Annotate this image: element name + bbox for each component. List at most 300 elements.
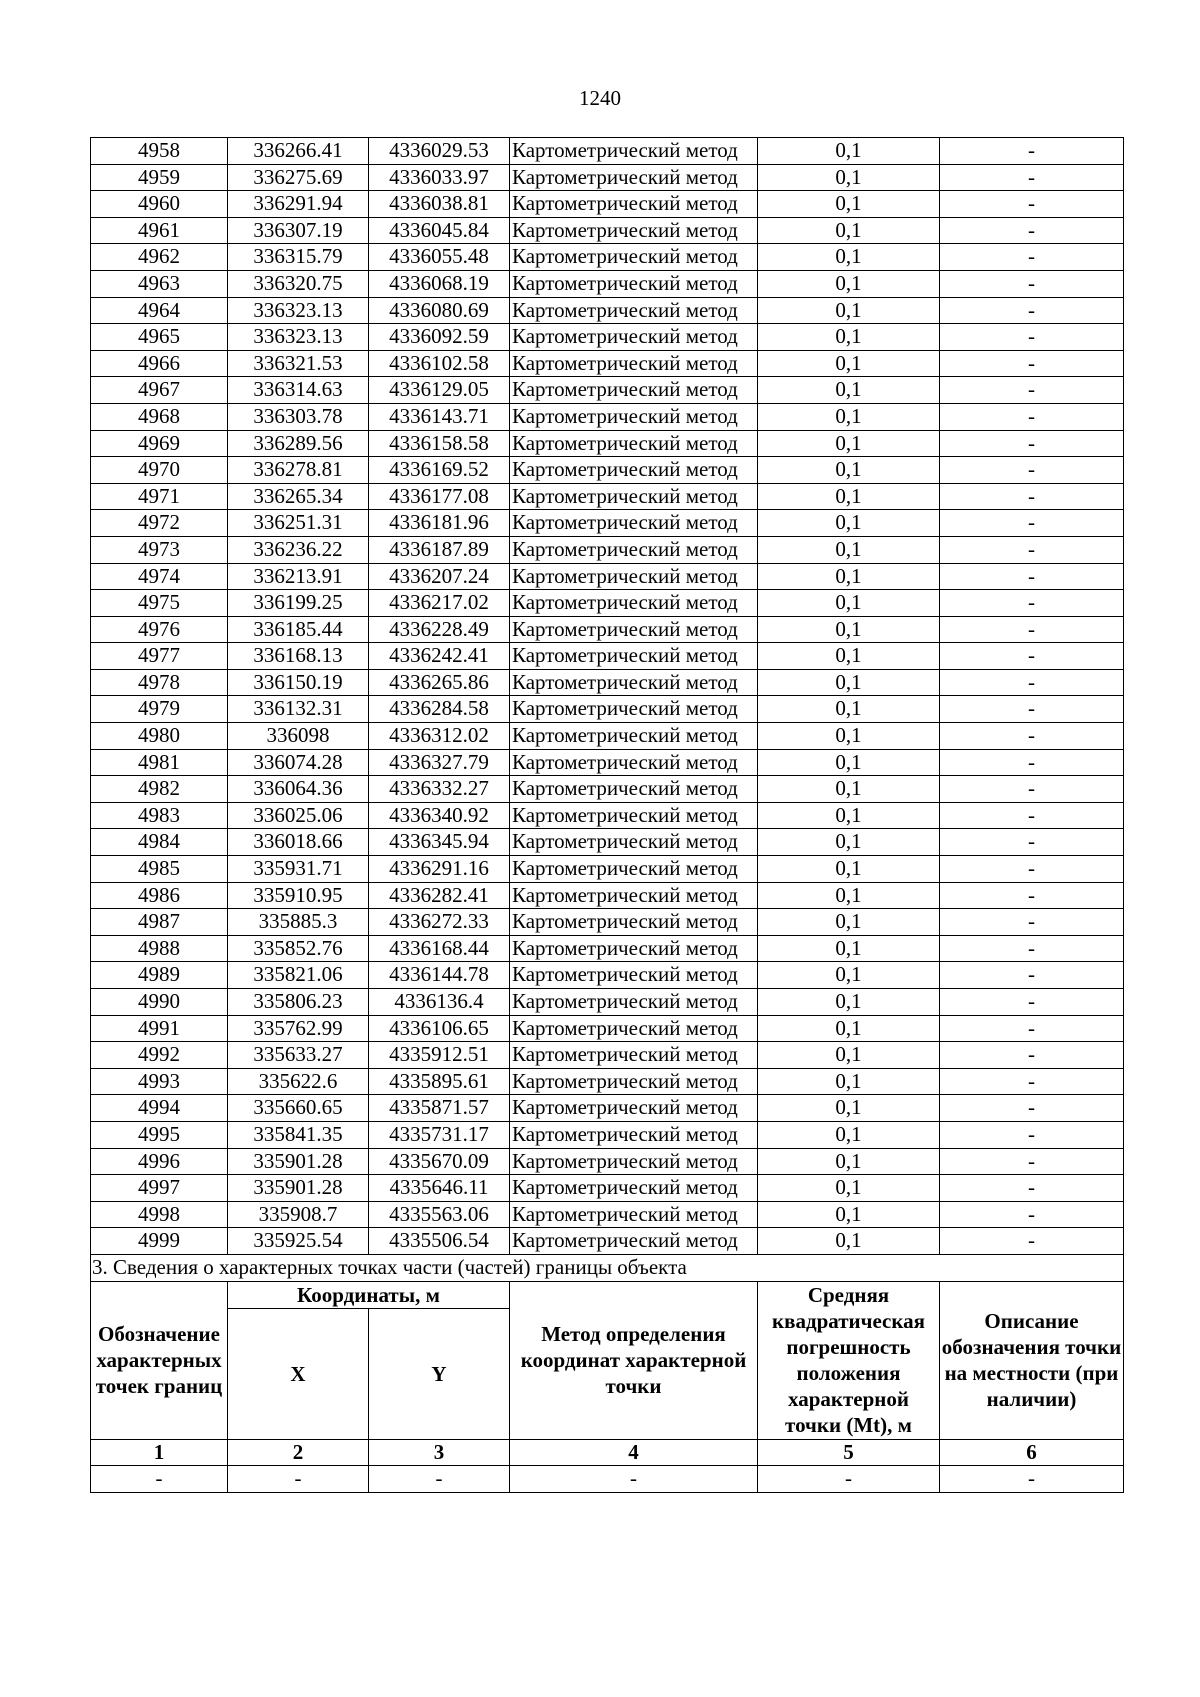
method-cell: Картометрический метод: [510, 270, 758, 297]
error-cell: 0,1: [758, 457, 940, 484]
table-row: [91, 536, 1124, 563]
x-coordinate-cell: 335762.99: [228, 1015, 369, 1042]
y-coordinate-cell: 4335731.17: [369, 1121, 510, 1148]
table-row: [91, 244, 1124, 271]
method-cell: Картометрический метод: [510, 350, 758, 377]
y-coordinate-cell: 4336045.84: [369, 217, 510, 244]
x-coordinate-cell: 336315.79: [228, 244, 369, 271]
y-coordinate-cell: 4336029.53: [369, 138, 510, 165]
error-cell: 0,1: [758, 350, 940, 377]
point-number-cell: 4962: [91, 244, 228, 271]
error-cell: 0,1: [758, 324, 940, 351]
x-coordinate-cell: 336251.31: [228, 510, 369, 537]
table-row: [91, 403, 1124, 430]
method-cell: Картометрический метод: [510, 244, 758, 271]
method-cell: Картометрический метод: [510, 1095, 758, 1122]
error-cell: 0,1: [758, 1068, 940, 1095]
y-coordinate-cell: 4335670.09: [369, 1148, 510, 1175]
error-cell: 0,1: [758, 1042, 940, 1069]
x-coordinate-cell: 335931.71: [228, 856, 369, 883]
x-coordinate-cell: 336323.13: [228, 324, 369, 351]
method-cell: Картометрический метод: [510, 802, 758, 829]
y-coordinate-cell: 4335563.06: [369, 1201, 510, 1228]
y-coordinate-cell: 4336177.08: [369, 483, 510, 510]
description-cell: -: [940, 377, 1124, 404]
description-cell: -: [940, 802, 1124, 829]
error-cell: 0,1: [758, 856, 940, 883]
empty-cell: -: [940, 1466, 1124, 1493]
point-number-cell: 4983: [91, 802, 228, 829]
x-coordinate-cell: 336098: [228, 723, 369, 750]
section-3-block: [91, 1254, 1124, 1492]
y-coordinate-cell: 4336144.78: [369, 962, 510, 989]
error-cell: 0,1: [758, 1095, 940, 1122]
table-row: [91, 1042, 1124, 1069]
x-coordinate-cell: 336213.91: [228, 563, 369, 590]
method-cell: Картометрический метод: [510, 457, 758, 484]
y-coordinate-cell: 4336187.89: [369, 536, 510, 563]
method-cell: Картометрический метод: [510, 510, 758, 537]
description-cell: -: [940, 1095, 1124, 1122]
description-cell: -: [940, 430, 1124, 457]
error-cell: 0,1: [758, 749, 940, 776]
x-coordinate-cell: 336275.69: [228, 164, 369, 191]
description-cell: -: [940, 191, 1124, 218]
method-cell: Картометрический метод: [510, 749, 758, 776]
point-number-cell: 4998: [91, 1201, 228, 1228]
point-number-cell: 4993: [91, 1068, 228, 1095]
description-cell: -: [940, 856, 1124, 883]
table-row: [91, 297, 1124, 324]
method-cell: Картометрический метод: [510, 829, 758, 856]
header-description: Описание обозначения точки на местности (при наличии): [940, 1281, 1124, 1439]
y-coordinate-cell: 4336312.02: [369, 723, 510, 750]
x-coordinate-cell: 335852.76: [228, 935, 369, 962]
table-row: [91, 1201, 1124, 1228]
point-number-cell: 4997: [91, 1175, 228, 1202]
table-row: [91, 802, 1124, 829]
point-number-cell: 4971: [91, 483, 228, 510]
section-3-title: 3. Сведения о характерных точках части (частей) границы объекта: [91, 1254, 1124, 1281]
x-coordinate-cell: 336321.53: [228, 350, 369, 377]
error-cell: 0,1: [758, 297, 940, 324]
table-row: [91, 669, 1124, 696]
table-row: [91, 829, 1124, 856]
table-row: [91, 962, 1124, 989]
empty-data-row: [91, 1466, 1124, 1493]
point-number-cell: 4987: [91, 909, 228, 936]
method-cell: Картометрический метод: [510, 483, 758, 510]
error-cell: 0,1: [758, 1015, 940, 1042]
method-cell: Картометрический метод: [510, 191, 758, 218]
method-cell: Картометрический метод: [510, 1015, 758, 1042]
table-row: [91, 1228, 1124, 1255]
point-number-cell: 4960: [91, 191, 228, 218]
method-cell: Картометрический метод: [510, 1228, 758, 1255]
error-cell: 0,1: [758, 776, 940, 803]
x-coordinate-cell: 336199.25: [228, 590, 369, 617]
point-number-cell: 4975: [91, 590, 228, 617]
y-coordinate-cell: 4336136.4: [369, 989, 510, 1016]
error-cell: 0,1: [758, 430, 940, 457]
empty-cell: -: [758, 1466, 940, 1493]
method-cell: Картометрический метод: [510, 297, 758, 324]
error-cell: 0,1: [758, 962, 940, 989]
table-row: [91, 1175, 1124, 1202]
x-coordinate-cell: 336323.13: [228, 297, 369, 324]
table-row: [91, 164, 1124, 191]
x-coordinate-cell: 336074.28: [228, 749, 369, 776]
table-row: [91, 563, 1124, 590]
table-row: [91, 616, 1124, 643]
description-cell: -: [940, 909, 1124, 936]
method-cell: Картометрический метод: [510, 217, 758, 244]
y-coordinate-cell: 4336068.19: [369, 270, 510, 297]
method-cell: Картометрический метод: [510, 1148, 758, 1175]
error-cell: 0,1: [758, 403, 940, 430]
error-cell: 0,1: [758, 989, 940, 1016]
table-row: [91, 696, 1124, 723]
point-number-cell: 4984: [91, 829, 228, 856]
method-cell: Картометрический метод: [510, 669, 758, 696]
error-cell: 0,1: [758, 590, 940, 617]
y-coordinate-cell: 4336272.33: [369, 909, 510, 936]
y-coordinate-cell: 4336158.58: [369, 430, 510, 457]
point-number-cell: 4980: [91, 723, 228, 750]
point-number-cell: 4995: [91, 1121, 228, 1148]
x-coordinate-cell: 335885.3: [228, 909, 369, 936]
method-cell: Картометрический метод: [510, 164, 758, 191]
method-cell: Картометрический метод: [510, 536, 758, 563]
y-coordinate-cell: 4336228.49: [369, 616, 510, 643]
method-cell: Картометрический метод: [510, 1068, 758, 1095]
error-cell: 0,1: [758, 191, 940, 218]
point-number-cell: 4969: [91, 430, 228, 457]
method-cell: Картометрический метод: [510, 962, 758, 989]
description-cell: -: [940, 749, 1124, 776]
table-row: [91, 377, 1124, 404]
description-cell: -: [940, 324, 1124, 351]
description-cell: -: [940, 270, 1124, 297]
method-cell: Картометрический метод: [510, 1042, 758, 1069]
table-row: [91, 191, 1124, 218]
point-number-cell: 4965: [91, 324, 228, 351]
description-cell: -: [940, 138, 1124, 165]
y-coordinate-cell: 4336038.81: [369, 191, 510, 218]
column-number: 2: [228, 1439, 369, 1466]
y-coordinate-cell: 4336092.59: [369, 324, 510, 351]
x-coordinate-cell: 335841.35: [228, 1121, 369, 1148]
error-cell: 0,1: [758, 616, 940, 643]
point-number-cell: 4986: [91, 882, 228, 909]
method-cell: Картометрический метод: [510, 776, 758, 803]
error-cell: 0,1: [758, 1201, 940, 1228]
description-cell: -: [940, 217, 1124, 244]
y-coordinate-cell: 4336168.44: [369, 935, 510, 962]
error-cell: 0,1: [758, 1121, 940, 1148]
table-row: [91, 989, 1124, 1016]
empty-cell: -: [228, 1466, 369, 1493]
error-cell: 0,1: [758, 829, 940, 856]
description-cell: -: [940, 989, 1124, 1016]
point-number-cell: 4990: [91, 989, 228, 1016]
point-number-cell: 4979: [91, 696, 228, 723]
method-cell: Картометрический метод: [510, 1201, 758, 1228]
column-number: 5: [758, 1439, 940, 1466]
y-coordinate-cell: 4336207.24: [369, 563, 510, 590]
point-number-cell: 4973: [91, 536, 228, 563]
point-number-cell: 4964: [91, 297, 228, 324]
x-coordinate-cell: 336291.94: [228, 191, 369, 218]
table-row: [91, 457, 1124, 484]
x-coordinate-cell: 336303.78: [228, 403, 369, 430]
description-cell: -: [940, 350, 1124, 377]
x-coordinate-cell: 336265.34: [228, 483, 369, 510]
description-cell: -: [940, 882, 1124, 909]
point-number-cell: 4974: [91, 563, 228, 590]
error-cell: 0,1: [758, 164, 940, 191]
method-cell: Картометрический метод: [510, 377, 758, 404]
error-cell: 0,1: [758, 1148, 940, 1175]
error-cell: 0,1: [758, 483, 940, 510]
header-coordinates: Координаты, м: [228, 1281, 510, 1308]
x-coordinate-cell: 336289.56: [228, 430, 369, 457]
table-row: [91, 138, 1124, 165]
description-cell: -: [940, 510, 1124, 537]
error-cell: 0,1: [758, 563, 940, 590]
description-cell: -: [940, 1148, 1124, 1175]
description-cell: -: [940, 403, 1124, 430]
point-number-cell: 4963: [91, 270, 228, 297]
table-row: [91, 217, 1124, 244]
x-coordinate-cell: 335910.95: [228, 882, 369, 909]
y-coordinate-cell: 4336327.79: [369, 749, 510, 776]
table-row: [91, 749, 1124, 776]
x-coordinate-cell: 336266.41: [228, 138, 369, 165]
table-row: [91, 1095, 1124, 1122]
point-number-cell: 4961: [91, 217, 228, 244]
x-coordinate-cell: 336320.75: [228, 270, 369, 297]
method-cell: Картометрический метод: [510, 324, 758, 351]
description-cell: -: [940, 1015, 1124, 1042]
method-cell: Картометрический метод: [510, 723, 758, 750]
error-cell: 0,1: [758, 909, 940, 936]
error-cell: 0,1: [758, 669, 940, 696]
y-coordinate-cell: 4336332.27: [369, 776, 510, 803]
table-row: [91, 1148, 1124, 1175]
method-cell: Картометрический метод: [510, 856, 758, 883]
y-coordinate-cell: 4336129.05: [369, 377, 510, 404]
point-number-cell: 4988: [91, 935, 228, 962]
table-row: [91, 1121, 1124, 1148]
point-number-cell: 4977: [91, 643, 228, 670]
table-row: [91, 1068, 1124, 1095]
point-number-cell: 4981: [91, 749, 228, 776]
table-row: [91, 776, 1124, 803]
error-cell: 0,1: [758, 696, 940, 723]
point-number-cell: 4996: [91, 1148, 228, 1175]
description-cell: -: [940, 829, 1124, 856]
y-coordinate-cell: 4336033.97: [369, 164, 510, 191]
description-cell: -: [940, 1175, 1124, 1202]
y-coordinate-cell: 4335912.51: [369, 1042, 510, 1069]
point-number-cell: 4959: [91, 164, 228, 191]
x-coordinate-cell: 335633.27: [228, 1042, 369, 1069]
point-number-cell: 4966: [91, 350, 228, 377]
x-coordinate-cell: 336168.13: [228, 643, 369, 670]
description-cell: -: [940, 643, 1124, 670]
column-number: 4: [510, 1439, 758, 1466]
y-coordinate-cell: 4335871.57: [369, 1095, 510, 1122]
error-cell: 0,1: [758, 882, 940, 909]
y-coordinate-cell: 4336242.41: [369, 643, 510, 670]
method-cell: Картометрический метод: [510, 882, 758, 909]
section-3-title-row: [91, 1254, 1124, 1281]
point-number-cell: 4985: [91, 856, 228, 883]
description-cell: -: [940, 457, 1124, 484]
description-cell: -: [940, 935, 1124, 962]
y-coordinate-cell: 4336143.71: [369, 403, 510, 430]
x-coordinate-cell: 335925.54: [228, 1228, 369, 1255]
point-number-cell: 4958: [91, 138, 228, 165]
method-cell: Картометрический метод: [510, 696, 758, 723]
header-y: Y: [369, 1308, 510, 1439]
x-coordinate-cell: 336185.44: [228, 616, 369, 643]
error-cell: 0,1: [758, 723, 940, 750]
error-cell: 0,1: [758, 270, 940, 297]
point-number-cell: 4994: [91, 1095, 228, 1122]
coordinates-table-body: [91, 138, 1124, 1255]
table-row: [91, 909, 1124, 936]
y-coordinate-cell: 4336106.65: [369, 1015, 510, 1042]
point-number-cell: 4999: [91, 1228, 228, 1255]
empty-cell: -: [510, 1466, 758, 1493]
method-cell: Картометрический метод: [510, 1175, 758, 1202]
y-coordinate-cell: 4336282.41: [369, 882, 510, 909]
y-coordinate-cell: 4336102.58: [369, 350, 510, 377]
y-coordinate-cell: 4335506.54: [369, 1228, 510, 1255]
description-cell: -: [940, 962, 1124, 989]
table-row: [91, 856, 1124, 883]
header-method: Метод определения координат характерной точки: [510, 1281, 758, 1439]
error-cell: 0,1: [758, 1228, 940, 1255]
description-cell: -: [940, 1228, 1124, 1255]
method-cell: Картометрический метод: [510, 616, 758, 643]
x-coordinate-cell: 335901.28: [228, 1148, 369, 1175]
table-row: [91, 590, 1124, 617]
description-cell: -: [940, 1201, 1124, 1228]
y-coordinate-cell: 4335895.61: [369, 1068, 510, 1095]
x-coordinate-cell: 336025.06: [228, 802, 369, 829]
description-cell: -: [940, 536, 1124, 563]
error-cell: 0,1: [758, 510, 940, 537]
description-cell: -: [940, 164, 1124, 191]
y-coordinate-cell: 4336217.02: [369, 590, 510, 617]
table-row: [91, 483, 1124, 510]
table-row: [91, 935, 1124, 962]
page-number: 1240: [579, 86, 621, 110]
description-cell: -: [940, 1121, 1124, 1148]
description-cell: -: [940, 723, 1124, 750]
point-number-cell: 4972: [91, 510, 228, 537]
header-x: X: [228, 1308, 369, 1439]
error-cell: 0,1: [758, 1175, 940, 1202]
y-coordinate-cell: 4336080.69: [369, 297, 510, 324]
method-cell: Картометрический метод: [510, 935, 758, 962]
description-cell: -: [940, 696, 1124, 723]
description-cell: -: [940, 1042, 1124, 1069]
header-error: Средняя квадратическая погрешность положения характерной точки (Mt), м: [758, 1281, 940, 1439]
description-cell: -: [940, 669, 1124, 696]
column-number: 3: [369, 1439, 510, 1466]
description-cell: -: [940, 776, 1124, 803]
point-number-cell: 4978: [91, 669, 228, 696]
x-coordinate-cell: 335901.28: [228, 1175, 369, 1202]
table-row: [91, 430, 1124, 457]
empty-cell: -: [91, 1466, 228, 1493]
table-row: [91, 1015, 1124, 1042]
column-number: 1: [91, 1439, 228, 1466]
point-number-cell: 4992: [91, 1042, 228, 1069]
y-coordinate-cell: 4336340.92: [369, 802, 510, 829]
point-number-cell: 4991: [91, 1015, 228, 1042]
error-cell: 0,1: [758, 643, 940, 670]
x-coordinate-cell: 335660.65: [228, 1095, 369, 1122]
x-coordinate-cell: 336278.81: [228, 457, 369, 484]
table-row: [91, 324, 1124, 351]
column-number: 6: [940, 1439, 1124, 1466]
section-3-header-row: [91, 1281, 1124, 1308]
x-coordinate-cell: 336064.36: [228, 776, 369, 803]
method-cell: Картометрический метод: [510, 138, 758, 165]
method-cell: Картометрический метод: [510, 1121, 758, 1148]
y-coordinate-cell: 4336284.58: [369, 696, 510, 723]
error-cell: 0,1: [758, 935, 940, 962]
x-coordinate-cell: 335908.7: [228, 1201, 369, 1228]
table-row: [91, 350, 1124, 377]
x-coordinate-cell: 336132.31: [228, 696, 369, 723]
point-number-cell: 4989: [91, 962, 228, 989]
y-coordinate-cell: 4336345.94: [369, 829, 510, 856]
error-cell: 0,1: [758, 217, 940, 244]
x-coordinate-cell: 335806.23: [228, 989, 369, 1016]
table-row: [91, 270, 1124, 297]
description-cell: -: [940, 616, 1124, 643]
x-coordinate-cell: 336150.19: [228, 669, 369, 696]
y-coordinate-cell: 4335646.11: [369, 1175, 510, 1202]
method-cell: Картометрический метод: [510, 403, 758, 430]
method-cell: Картометрический метод: [510, 989, 758, 1016]
description-cell: -: [940, 483, 1124, 510]
y-coordinate-cell: 4336055.48: [369, 244, 510, 271]
error-cell: 0,1: [758, 138, 940, 165]
point-number-cell: 4967: [91, 377, 228, 404]
error-cell: 0,1: [758, 536, 940, 563]
method-cell: Картометрический метод: [510, 643, 758, 670]
error-cell: 0,1: [758, 377, 940, 404]
y-coordinate-cell: 4336265.86: [369, 669, 510, 696]
x-coordinate-cell: 336236.22: [228, 536, 369, 563]
coordinates-table: [90, 137, 1124, 1493]
description-cell: -: [940, 1068, 1124, 1095]
method-cell: Картометрический метод: [510, 430, 758, 457]
method-cell: Картометрический метод: [510, 590, 758, 617]
method-cell: Картометрический метод: [510, 563, 758, 590]
x-coordinate-cell: 336307.19: [228, 217, 369, 244]
column-numbers-row: [91, 1439, 1124, 1466]
error-cell: 0,1: [758, 244, 940, 271]
method-cell: Картометрический метод: [510, 909, 758, 936]
